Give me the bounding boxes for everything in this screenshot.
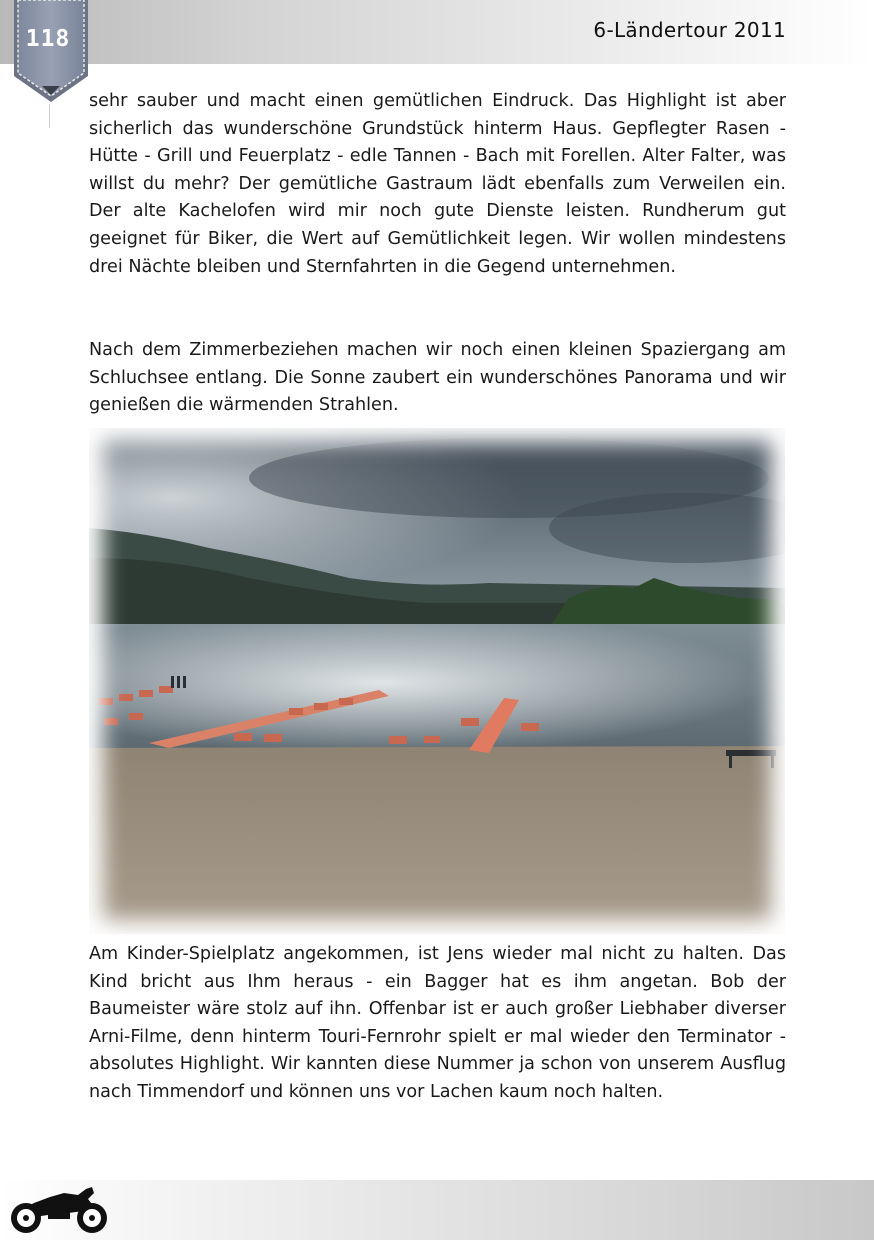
- footer-bar: [0, 1180, 874, 1240]
- motorcycle-icon: [8, 1183, 110, 1237]
- lake-photo: [89, 428, 785, 934]
- paragraph-1: sehr sauber und macht einen gemütlichen Eindruck. Das Highlight ist aber sicherlich das wunderschöne Grundstück hinterm Haus. Gepflegter Rasen - Hütte - Grill und Feuerplatz - edle Tannen - Bach mit Forellen. Alter Falter, was willst du mehr? Der gemütliche Gastraum lädt ebenfalls zum Verweilen ein. Der alte Kachelofen wird mir noch gute Dienste leisten. Rundherum gut geeignet für Biker, die Wert auf Gemütlichkeit legen. Wir wollen mindestens drei Nächte bleiben und Sternfahrten in die Gegend unternehmen.: [89, 91, 786, 277]
- running-title: 6-Ländertour 2011: [593, 18, 786, 42]
- page-number: 118: [25, 26, 71, 52]
- page-badge: [12, 0, 90, 104]
- badge-divider: [49, 104, 50, 128]
- paragraph-3: Am Kinder-Spielplatz angekommen, ist Jens wieder mal nicht zu halten. Das Kind bricht aus Ihm heraus - ein Bagger hat es ihm angetan. Bob der Baumeister wäre stolz auf ihn. Offenbar ist er auch großer Liebhaber diverser Arni-Filme, denn hinterm Touri-Fernrohr spielt er mal wieder den Terminator - absolutes Highlight. Wir kannten diese Nummer ja schon von unserem Ausflug nach Timmendorf und können uns vor Lachen kaum noch halten.: [89, 944, 786, 1102]
- bookmark-badge-icon: [12, 0, 90, 104]
- paragraph-2: Nach dem Zimmerbeziehen machen wir noch einen kleinen Spaziergang am Schluchsee entlang. Die Sonne zaubert ein wunderschönes Panorama und wir genießen die wärmenden Strahlen.: [89, 340, 786, 416]
